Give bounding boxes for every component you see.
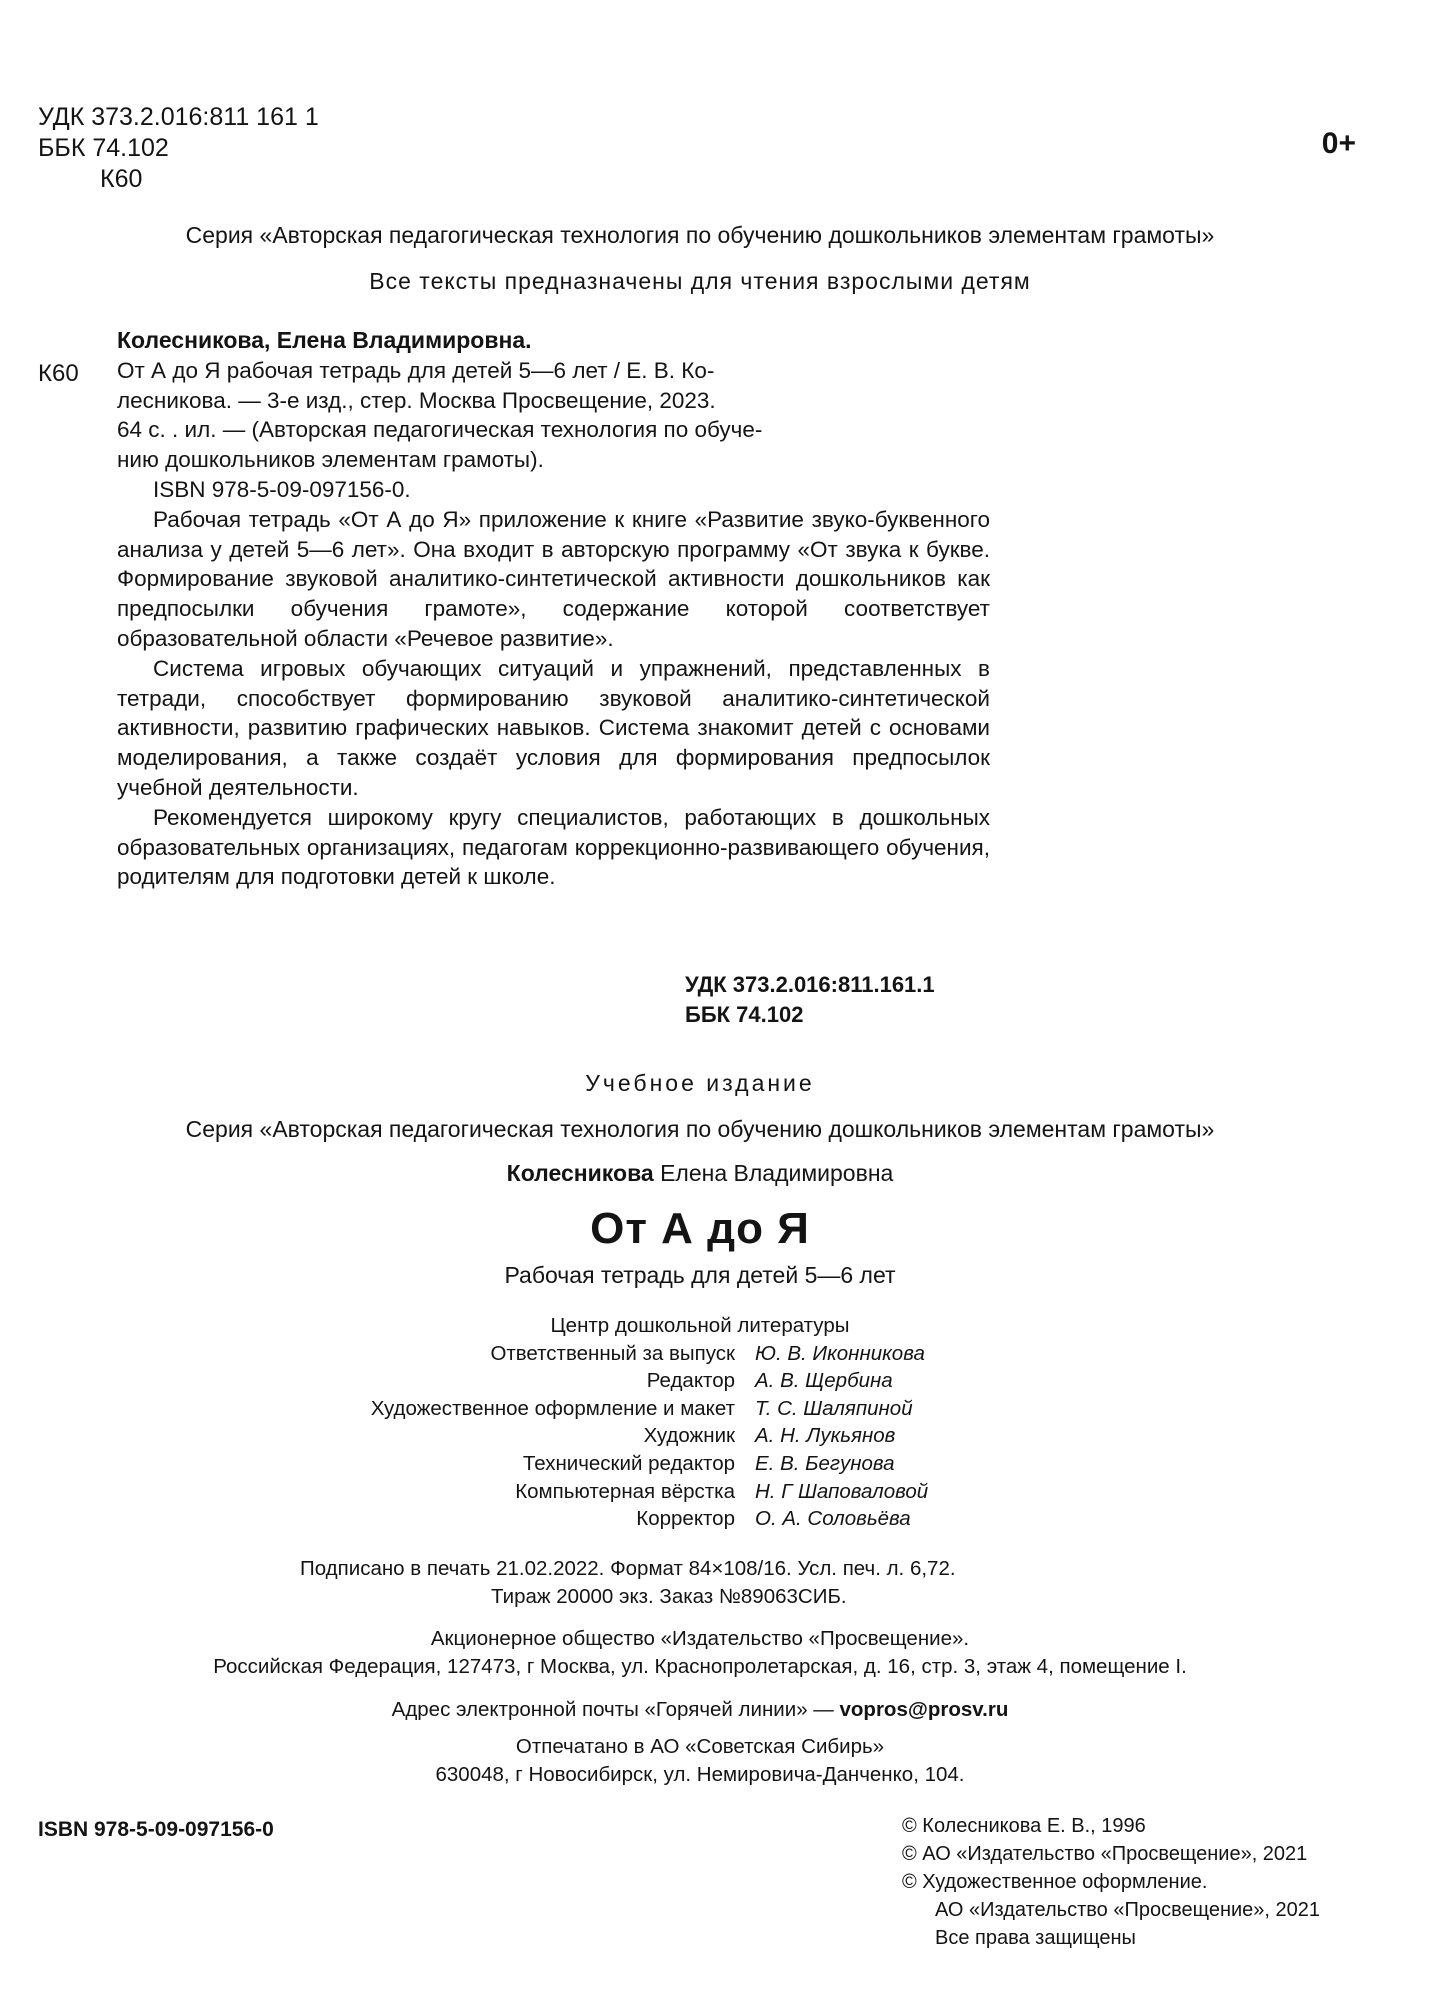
reading-note: Все тексты предназначены для чтения взрослыми детям [369, 268, 1031, 294]
printer-address: 630048, г Новосибирск, ул. Немировича-Данченко, 104. [435, 1763, 965, 1786]
author-first-names: Елена Владимировна [660, 1160, 894, 1186]
catalog-index [685, 970, 935, 1030]
publisher-name: Акционерное общество «Издательство «Просвещение». [430, 1627, 970, 1650]
edition-author [0, 1160, 1400, 1187]
library-codes [38, 102, 319, 195]
catalog-para-3: Рекомендуется широкому кругу специалистов, работающих в дошкольных образовательных организациях, педагогам коррекционно-развивающего обучения, родителям для подготовки детей к школе. [117, 804, 990, 890]
credit-row [0, 1505, 1446, 1533]
hotline-email [0, 1698, 1400, 1722]
credit-role: Корректор [636, 1507, 735, 1531]
signed-to-print: Подписано в печать 21.02.2022. Формат 84×108/16. Усл. печ. л. 6,72. [300, 1557, 956, 1580]
credit-role: Ответственный за выпуск [490, 1341, 735, 1365]
credit-name: Т. С. Шаляпиной [755, 1396, 913, 1420]
udk-code: УДК 373.2.016:811 161 1 [38, 103, 319, 131]
edition-series: Серия «Авторская педагогическая технология по обучению дошкольников элементам грамоты» [185, 1116, 1215, 1142]
copyright-line: АО «Издательство «Просвещение», 2021 [935, 1899, 1321, 1921]
catalog-para-2: Система игровых обучающих ситуаций и упражнений, представленных в тетради, способствует формированию звуковой аналитико-синтетической активности, развитию графических навыков. Система знакомит детей с основами моделирования, а также создаёт условия для формирования предпосылок учебной деятельности. [117, 655, 990, 800]
credit-row [0, 1422, 1446, 1450]
credit-row [0, 1395, 1446, 1423]
book-subtitle: Рабочая тетрадь для детей 5—6 лет [504, 1262, 896, 1288]
copyright-block [902, 1812, 1320, 1952]
copyright-line: © Колесникова Е. В., 1996 [902, 1815, 1146, 1837]
catalog-side-code: К60 [38, 360, 79, 387]
credits [0, 1312, 1446, 1533]
credits-center: Центр дошкольной литературы [550, 1314, 850, 1337]
printed-by: Отпечатано в АО «Советская Сибирь» [515, 1735, 885, 1758]
catalog-bbk: ББК 74.102 [685, 1002, 804, 1027]
credit-role: Редактор [646, 1369, 735, 1393]
credit-role: Художник [643, 1424, 735, 1448]
author-mark: К60 [100, 165, 143, 193]
credit-name: Е. В. Бегунова [755, 1451, 895, 1475]
email-label: Адрес электронной почты «Горячей линии» — [391, 1698, 834, 1721]
author-last-name: Колесникова [506, 1160, 654, 1186]
bbk-code: ББК 74.102 [38, 134, 169, 162]
catalog-card [117, 326, 990, 892]
catalog-para-1: Рабочая тетрадь «От А до Я» приложение к книге «Развитие звуко-буквенного анализа у детей 5—6 лет». Она входит в авторскую программу «От звука к букве. Формирование звуковой аналитико-синтетической активности дошкольников как предпосылки обучения грамоте», содержание которой соответствует образовательной области «Речевое развитие». [117, 506, 990, 651]
isbn: ISBN 978-5-09-097156-0 [38, 1818, 274, 1841]
catalog-line-1: От А до Я рабочая тетрадь для детей 5—6 лет / Е. В. Ко- [117, 357, 715, 383]
catalog-line-3: 64 с. . ил. — (Авторская педагогическая технология по обуче- [117, 417, 763, 443]
print-run: Тираж 20000 экз. Заказ №89063СИБ. [491, 1585, 847, 1608]
catalog-line-4: нию дошкольников элементам грамоты). [117, 447, 544, 473]
credit-name: О. А. Соловьёва [755, 1507, 911, 1531]
catalog-line-2: лесникова. — 3-е изд., стер. Москва Просвещение, 2023. [117, 387, 716, 413]
credit-row [0, 1450, 1446, 1478]
catalog-author: Колесникова, Елена Владимировна. [117, 327, 532, 353]
catalog-isbn: ISBN 978-5-09-097156-0. [153, 476, 411, 502]
credit-row [0, 1367, 1446, 1395]
age-rating: 0+ [1321, 127, 1356, 160]
credit-role: Технический редактор [522, 1451, 735, 1475]
credit-name: А. В. Щербина [755, 1369, 893, 1393]
copyright-line: © Художественное оформление. [902, 1871, 1208, 1893]
credit-row [0, 1478, 1446, 1506]
credit-role: Компьютерная вёрстка [515, 1479, 735, 1503]
series-line: Серия «Авторская педагогическая технология по обучению дошкольников элементам грамоты» [185, 222, 1215, 248]
credit-row [0, 1340, 1446, 1368]
credit-name: А. Н. Лукьянов [755, 1424, 896, 1448]
catalog-udk: УДК 373.2.016:811.161.1 [685, 972, 935, 997]
book-title: От А до Я [590, 1204, 810, 1253]
credit-role: Художественное оформление и макет [370, 1396, 735, 1420]
rights-reserved: Все права защищены [935, 1927, 1136, 1949]
credit-name: Ю. В. Иконникова [755, 1341, 925, 1365]
publisher-address: Российская Федерация, 127473, г Москва, ул. Краснопролетарская, д. 16, стр. 3, этаж 4, помещение I. [213, 1655, 1187, 1678]
email-address: vopros@prosv.ru [839, 1698, 1009, 1721]
credit-name: Н. Г Шаповаловой [755, 1479, 929, 1503]
copyright-line: © АО «Издательство «Просвещение», 2021 [902, 1843, 1308, 1865]
edition-type: Учебное издание [585, 1070, 815, 1096]
